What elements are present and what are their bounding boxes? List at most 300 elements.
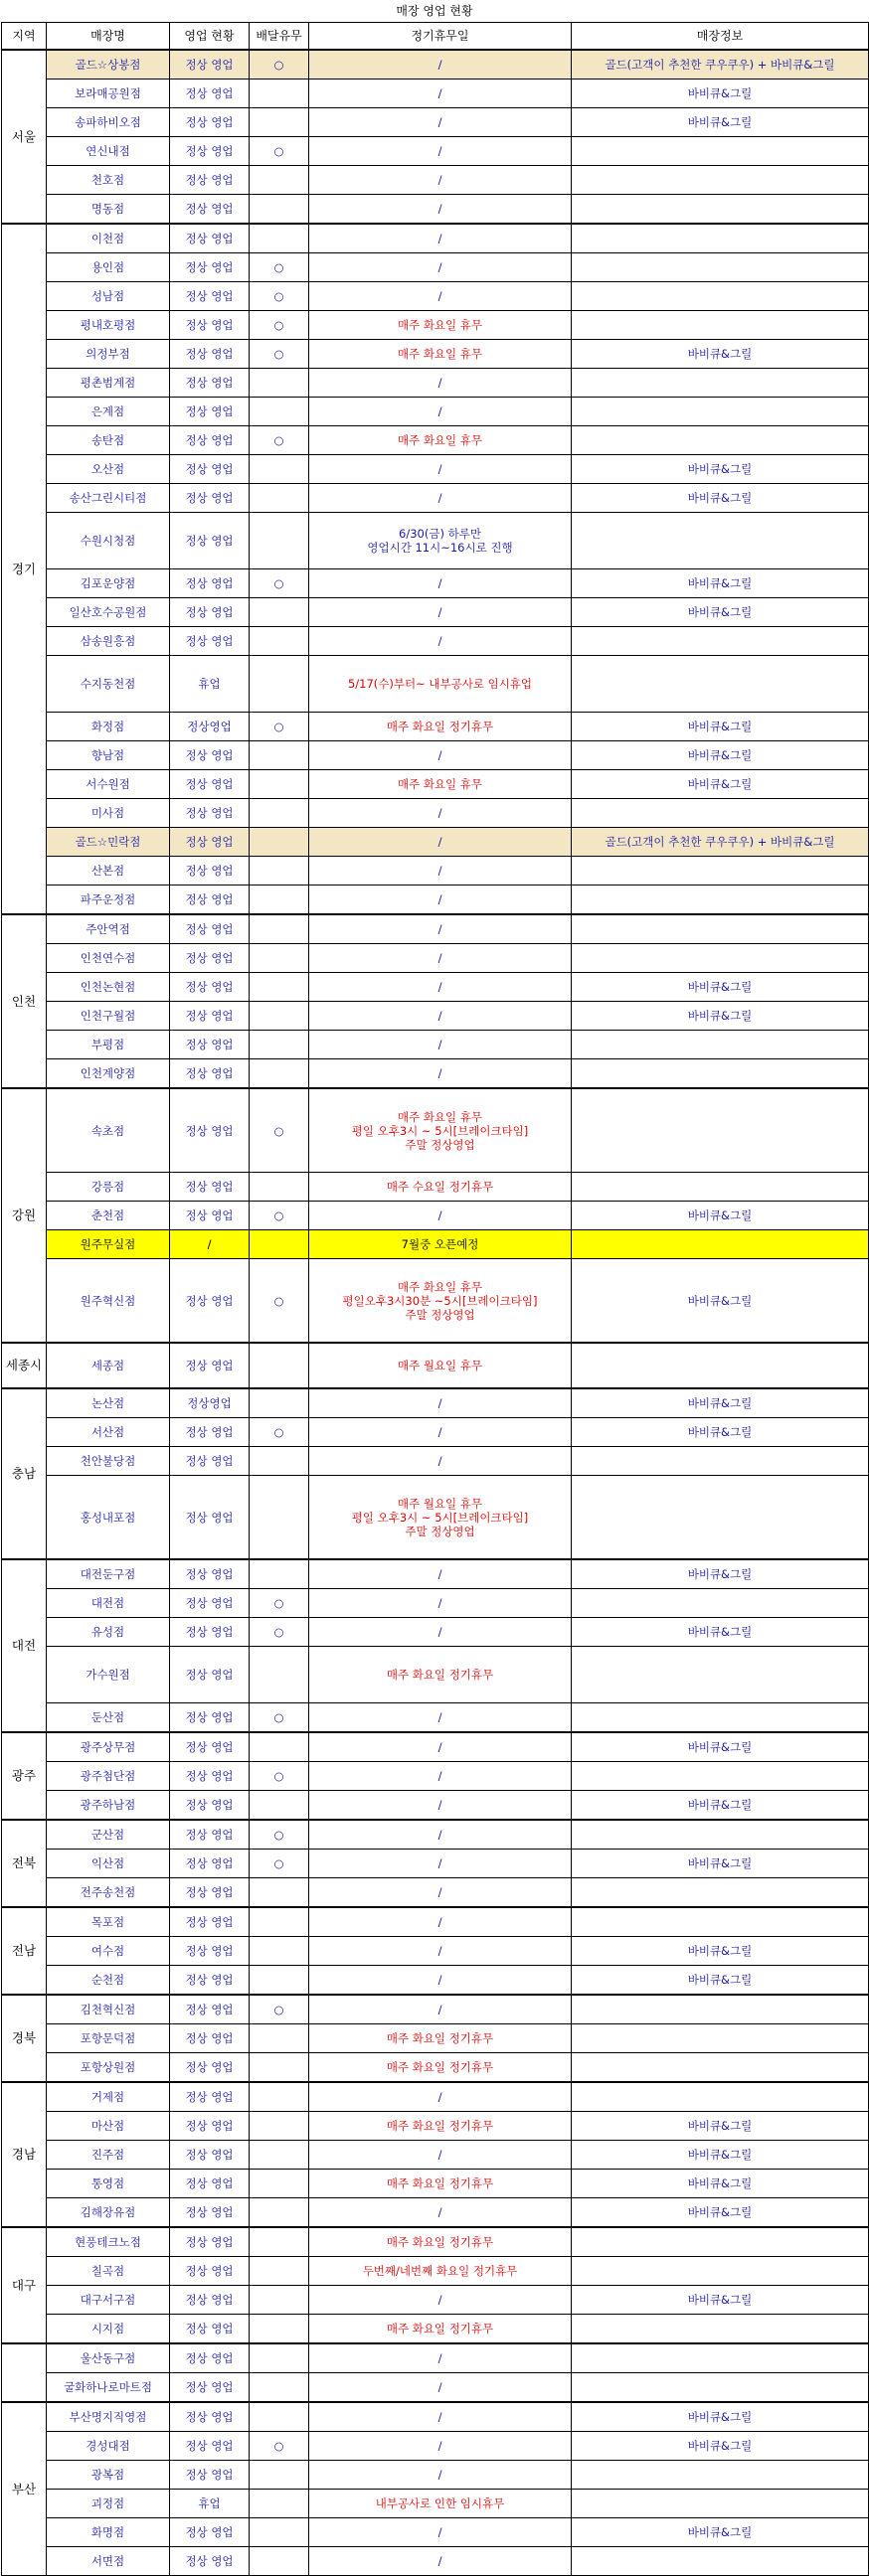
- store-name: 오산점: [47, 455, 170, 484]
- closing-day-line: /: [437, 1596, 442, 1610]
- store-name: 포항문덕점: [47, 2024, 170, 2053]
- closing-day: [309, 1259, 572, 1344]
- table-row: [2, 2490, 869, 2518]
- header-store-name: 매장명: [47, 23, 170, 51]
- table-row: [2, 973, 869, 1002]
- store-name: 원주무실점: [47, 1230, 170, 1259]
- delivery-mark: [250, 1343, 309, 1388]
- closing-day: [309, 1447, 572, 1476]
- closing-day-line: /: [437, 835, 442, 849]
- store-name: 평내호평점: [47, 311, 170, 340]
- region-cell: 경기: [2, 224, 47, 914]
- closing-day-line: /: [437, 1856, 442, 1870]
- closing-day-line: 6/30(금) 하루만: [399, 527, 481, 541]
- closing-day: [309, 2227, 572, 2257]
- closing-day: [309, 1618, 572, 1647]
- delivery-mark: [250, 1559, 309, 1589]
- delivery-mark: [250, 2141, 309, 2170]
- table-row: [2, 857, 869, 886]
- table-row: [2, 1259, 869, 1344]
- header-status: 영업 현황: [170, 23, 250, 51]
- region-cell: 부산: [2, 2402, 47, 2576]
- delivery-mark: [250, 80, 309, 108]
- table-row: [2, 398, 869, 426]
- delivery-mark: [250, 224, 309, 253]
- closing-day-line: 매주 월요일 휴무: [397, 1496, 483, 1511]
- store-name: 괴정점: [47, 2490, 170, 2518]
- closing-day: [309, 713, 572, 741]
- store-name: 산본점: [47, 857, 170, 886]
- delivery-mark: ○: [250, 282, 309, 311]
- store-info: [572, 1230, 869, 1259]
- closing-day: [309, 1559, 572, 1589]
- closing-day-line: /: [437, 1567, 442, 1581]
- header-region: 지역: [2, 23, 47, 51]
- table-row: [2, 455, 869, 484]
- table-row: [2, 1002, 869, 1031]
- delivery-mark: [250, 1791, 309, 1821]
- closing-day: [309, 2112, 572, 2141]
- closing-day-line: /: [437, 1425, 442, 1439]
- closing-day: [309, 1878, 572, 1908]
- closing-day-line: /: [437, 1769, 442, 1783]
- store-info: [572, 1589, 869, 1618]
- closing-day: [309, 369, 572, 398]
- closing-day-line: /: [437, 1798, 442, 1812]
- store-info: 바비큐&그릴: [572, 2141, 869, 2170]
- store-name: 세종점: [47, 1343, 170, 1388]
- store-status: 정상 영업: [170, 2257, 250, 2286]
- closing-day: [309, 1202, 572, 1230]
- table-row: [2, 627, 869, 656]
- store-info: 바비큐&그릴: [572, 2198, 869, 2228]
- store-name: 진주점: [47, 2141, 170, 2170]
- store-info: [572, 369, 869, 398]
- store-info: [572, 1907, 869, 1937]
- store-name: 송파하비오점: [47, 108, 170, 137]
- region-cell: 충남: [2, 1388, 47, 1559]
- delivery-mark: [250, 1173, 309, 1202]
- closing-day-line: /: [437, 1396, 442, 1410]
- store-info: [572, 253, 869, 282]
- header-closing-day: 정기휴무일: [309, 23, 572, 51]
- region-cell: 강원: [2, 1088, 47, 1343]
- closing-day-line: 매주 화요일 휴무: [397, 1109, 483, 1124]
- table-row: [2, 1476, 869, 1560]
- closing-day: [309, 2082, 572, 2112]
- delivery-mark: ○: [250, 253, 309, 282]
- delivery-mark: [250, 914, 309, 944]
- store-status: 정상 영업: [170, 513, 250, 569]
- closing-day-line: /: [437, 864, 442, 878]
- closing-day-line: /: [437, 1973, 442, 1987]
- delivery-mark: [250, 627, 309, 656]
- store-name: 군산점: [47, 1820, 170, 1850]
- closing-day-line: 평일오후3시30분 ~5시[브레이크타임]: [342, 1293, 538, 1308]
- store-info: 바비큐&그릴: [572, 2286, 869, 2315]
- closing-day: [309, 2373, 572, 2403]
- store-status: 정상 영업: [170, 2227, 250, 2257]
- closing-day: [309, 1647, 572, 1703]
- store-name: 미사점: [47, 799, 170, 828]
- closing-day: [309, 137, 572, 166]
- store-info: 바비큐&그릴: [572, 713, 869, 741]
- store-info: [572, 799, 869, 828]
- store-info: [572, 1059, 869, 1089]
- delivery-mark: ○: [250, 569, 309, 598]
- store-status: 정상 영업: [170, 2286, 250, 2315]
- delivery-mark: [250, 2518, 309, 2547]
- store-info: [572, 656, 869, 713]
- closing-day-line: /: [437, 1009, 442, 1023]
- store-name: 은계점: [47, 398, 170, 426]
- store-info: 바비큐&그릴: [572, 340, 869, 369]
- closing-day-line: 매주 화요일 정기휴무: [386, 2119, 494, 2133]
- store-status: 정상 영업: [170, 598, 250, 627]
- store-name: 경성대점: [47, 2432, 170, 2461]
- store-info: 바비큐&그릴: [572, 2402, 869, 2432]
- header-delivery: 배달유무: [250, 23, 309, 51]
- store-name: 속초점: [47, 1088, 170, 1173]
- closing-day-line: /: [437, 2525, 442, 2539]
- table-row: [2, 2432, 869, 2461]
- store-info: 골드(고객이 추천한 쿠우쿠우) + 바비큐&그릴: [572, 828, 869, 857]
- delivery-mark: [250, 2170, 309, 2198]
- store-name: 마산점: [47, 2112, 170, 2141]
- closing-day-line: 주말 정상영업: [405, 1524, 475, 1538]
- delivery-mark: [250, 398, 309, 426]
- closing-day-line: /: [437, 892, 442, 906]
- delivery-mark: ○: [250, 1995, 309, 2024]
- store-name: 명동점: [47, 195, 170, 225]
- store-status: 정상 영업: [170, 2518, 250, 2547]
- delivery-mark: [250, 1907, 309, 1937]
- store-name: 광복점: [47, 2461, 170, 2490]
- delivery-mark: [250, 598, 309, 627]
- store-status: 정상 영업: [170, 944, 250, 973]
- closing-day: [309, 50, 572, 80]
- store-name: 화명점: [47, 2518, 170, 2547]
- delivery-mark: [250, 2490, 309, 2518]
- delivery-mark: ○: [250, 311, 309, 340]
- delivery-mark: [250, 1647, 309, 1703]
- delivery-mark: [250, 1732, 309, 1762]
- table-row: [2, 1732, 869, 1762]
- store-info: [572, 311, 869, 340]
- store-info: 바비큐&그릴: [572, 741, 869, 770]
- delivery-mark: [250, 2024, 309, 2053]
- table-row: [2, 1907, 869, 1937]
- table-row: [2, 513, 869, 569]
- store-status: 정상 영업: [170, 1259, 250, 1344]
- store-name: 광주첨단점: [47, 1762, 170, 1791]
- region-cell: 인천: [2, 914, 47, 1088]
- table-row: [2, 50, 869, 80]
- closing-day: [309, 1230, 572, 1259]
- store-info: 바비큐&그릴: [572, 1559, 869, 1589]
- table-row: [2, 369, 869, 398]
- closing-day-line: /: [437, 1625, 442, 1639]
- closing-day-line: /: [437, 144, 442, 158]
- closing-day: [309, 1966, 572, 1996]
- store-name: 송탄점: [47, 426, 170, 455]
- region-cell: 서울: [2, 50, 47, 224]
- store-info: [572, 1031, 869, 1059]
- store-info: 바비큐&그릴: [572, 1618, 869, 1647]
- closing-day: [309, 426, 572, 455]
- store-status: 정상 영업: [170, 857, 250, 886]
- store-status: 정상 영업: [170, 2082, 250, 2112]
- table-row: [2, 713, 869, 741]
- table-row: [2, 2024, 869, 2053]
- table-row: [2, 1966, 869, 1996]
- store-info: 바비큐&그릴: [572, 2112, 869, 2141]
- store-name: 성남점: [47, 282, 170, 311]
- table-row: [2, 1343, 869, 1388]
- closing-day-line: /: [437, 1944, 442, 1958]
- store-name: 칠곡점: [47, 2257, 170, 2286]
- delivery-mark: [250, 2373, 309, 2403]
- table-row: [2, 1937, 869, 1966]
- store-status: 정상 영업: [170, 50, 250, 80]
- store-info: [572, 1762, 869, 1791]
- delivery-mark: ○: [250, 713, 309, 741]
- closing-day-line: /: [437, 980, 442, 994]
- closing-day-line: 7월중 오픈예정: [401, 1237, 479, 1251]
- delivery-mark: ○: [250, 1618, 309, 1647]
- delivery-mark: [250, 2402, 309, 2432]
- closing-day: [309, 2518, 572, 2547]
- store-name: 울산동구점: [47, 2343, 170, 2373]
- store-info: [572, 1173, 869, 1202]
- store-info: [572, 1703, 869, 1733]
- delivery-mark: [250, 1002, 309, 1031]
- closing-day-line: /: [437, 1208, 442, 1222]
- delivery-mark: ○: [250, 137, 309, 166]
- closing-day-line: /: [437, 2554, 442, 2568]
- closing-day: [309, 857, 572, 886]
- store-info: [572, 1343, 869, 1388]
- closing-day-line: /: [437, 202, 442, 216]
- closing-day: [309, 2432, 572, 2461]
- store-status: 정상 영업: [170, 253, 250, 282]
- delivery-mark: [250, 2461, 309, 2490]
- closing-day: [309, 1002, 572, 1031]
- closing-day: [309, 2170, 572, 2198]
- closing-day-line: 매주 화요일 정기휴무: [386, 2235, 494, 2249]
- store-name: 원주혁신점: [47, 1259, 170, 1344]
- store-info: [572, 2024, 869, 2053]
- store-name: 인천연수점: [47, 944, 170, 973]
- delivery-mark: [250, 513, 309, 569]
- delivery-mark: [250, 1230, 309, 1259]
- table-row: [2, 2141, 869, 2170]
- closing-day-line: 평일 오후3시 ~ 5시[브레이크타임]: [351, 1123, 529, 1138]
- closing-day: [309, 1476, 572, 1560]
- store-status: 정상 영업: [170, 2170, 250, 2198]
- table-row: [2, 2227, 869, 2257]
- delivery-mark: [250, 2227, 309, 2257]
- delivery-mark: [250, 741, 309, 770]
- store-name: 천안불당점: [47, 1447, 170, 1476]
- store-status: 정상 영업: [170, 1343, 250, 1388]
- store-status: 정상 영업: [170, 973, 250, 1002]
- store-info: [572, 944, 869, 973]
- closing-day: [309, 627, 572, 656]
- delivery-mark: [250, 2257, 309, 2286]
- store-name: 골드☆민락점: [47, 828, 170, 857]
- closing-day: [309, 1791, 572, 1821]
- delivery-mark: ○: [250, 1202, 309, 1230]
- store-status: 정상 영업: [170, 2547, 250, 2576]
- store-info: 바비큐&그릴: [572, 1937, 869, 1966]
- delivery-mark: ○: [250, 426, 309, 455]
- closing-day: [309, 2198, 572, 2228]
- closing-day-line: /: [437, 491, 442, 505]
- table-row: [2, 2257, 869, 2286]
- table-row: [2, 1995, 869, 2024]
- delivery-mark: ○: [250, 340, 309, 369]
- store-info: 바비큐&그릴: [572, 1002, 869, 1031]
- store-status: 정상 영업: [170, 2112, 250, 2141]
- store-info: 바비큐&그릴: [572, 2518, 869, 2547]
- table-row: [2, 2112, 869, 2141]
- store-name: 보라매공원점: [47, 80, 170, 108]
- store-name: 여수점: [47, 1937, 170, 1966]
- delivery-mark: [250, 455, 309, 484]
- store-status: 정상 영업: [170, 2141, 250, 2170]
- region-cell: 세종시: [2, 1343, 47, 1388]
- store-name: 이천점: [47, 224, 170, 253]
- closing-day-line: 매주 화요일 휴무: [397, 433, 483, 447]
- store-status: 정상 영업: [170, 1418, 250, 1447]
- store-status: 정상 영업: [170, 1732, 250, 1762]
- store-info: 바비큐&그릴: [572, 484, 869, 513]
- store-name: 대전둔구점: [47, 1559, 170, 1589]
- closing-day: [309, 455, 572, 484]
- closing-day: [309, 1343, 572, 1388]
- store-info: [572, 398, 869, 426]
- store-status: 정상 영업: [170, 484, 250, 513]
- store-name: 골드☆상봉점: [47, 50, 170, 80]
- store-status: 정상 영업: [170, 1447, 250, 1476]
- store-info: 바비큐&그릴: [572, 1850, 869, 1878]
- closing-day-line: /: [437, 260, 442, 274]
- table-row: [2, 253, 869, 282]
- table-row: [2, 2198, 869, 2228]
- closing-day-line: 매주 화요일 정기휴무: [386, 720, 494, 733]
- delivery-mark: [250, 1476, 309, 1560]
- table-row: [2, 340, 869, 369]
- store-name: 향남점: [47, 741, 170, 770]
- region-cell: 전남: [2, 1907, 47, 1995]
- closing-day: [309, 253, 572, 282]
- store-info: 바비큐&그릴: [572, 569, 869, 598]
- closing-day: [309, 340, 572, 369]
- region-cell: 대구: [2, 2227, 47, 2343]
- store-info: [572, 1088, 869, 1173]
- closing-day-line: /: [437, 462, 442, 476]
- delivery-mark: ○: [250, 1589, 309, 1618]
- store-status: 정상 영업: [170, 1791, 250, 1821]
- table-row: [2, 2373, 869, 2403]
- store-name: 평촌범계점: [47, 369, 170, 398]
- closing-day: [309, 224, 572, 253]
- store-info: [572, 224, 869, 253]
- delivery-mark: [250, 484, 309, 513]
- delivery-mark: [250, 656, 309, 713]
- closing-day: [309, 2402, 572, 2432]
- closing-day-line: /: [437, 2148, 442, 2162]
- store-name: 포항상원점: [47, 2053, 170, 2083]
- delivery-mark: ○: [250, 1259, 309, 1344]
- table-row: [2, 1031, 869, 1059]
- table-row: [2, 2518, 869, 2547]
- delivery-mark: [250, 2112, 309, 2141]
- closing-day-line: /: [437, 58, 442, 72]
- table-row: [2, 282, 869, 311]
- region-cell: 광주: [2, 1732, 47, 1820]
- closing-day: [309, 80, 572, 108]
- closing-day-line: /: [437, 605, 442, 619]
- store-status: 정상 영업: [170, 627, 250, 656]
- closing-day: [309, 1031, 572, 1059]
- table-row: [2, 2053, 869, 2083]
- table-row: [2, 1173, 869, 1202]
- store-name: 전주송천점: [47, 1878, 170, 1908]
- delivery-mark: ○: [250, 50, 309, 80]
- store-info: 바비큐&그릴: [572, 80, 869, 108]
- store-status: 정상 영업: [170, 1878, 250, 1908]
- store-info: [572, 195, 869, 225]
- table-row: [2, 741, 869, 770]
- store-info: [572, 2461, 869, 2490]
- store-name: 서산점: [47, 1418, 170, 1447]
- delivery-mark: [250, 2286, 309, 2315]
- store-info: 바비큐&그릴: [572, 1732, 869, 1762]
- closing-day: [309, 513, 572, 569]
- table-row: [2, 2286, 869, 2315]
- store-info: 바비큐&그릴: [572, 973, 869, 1002]
- store-name: 굴화하나로마트점: [47, 2373, 170, 2403]
- closing-day-line: 매주 화요일 정기휴무: [386, 2031, 494, 2045]
- closing-day: [309, 2315, 572, 2344]
- store-name: 연신내점: [47, 137, 170, 166]
- closing-day-line: 영업시간 11시~16시로 진행: [367, 541, 513, 555]
- store-name: 의정부점: [47, 340, 170, 369]
- closing-day: [309, 2461, 572, 2490]
- closing-day-line: /: [437, 2090, 442, 2104]
- closing-day: [309, 1762, 572, 1791]
- delivery-mark: ○: [250, 1418, 309, 1447]
- closing-day: [309, 799, 572, 828]
- closing-day-line: /: [437, 951, 442, 965]
- table-row: [2, 2082, 869, 2112]
- table-row: [2, 799, 869, 828]
- table-row: [2, 828, 869, 857]
- closing-day-line: /: [437, 404, 442, 418]
- store-info: 바비큐&그릴: [572, 1966, 869, 1996]
- store-status: /: [170, 1230, 250, 1259]
- store-name: 서수원점: [47, 770, 170, 799]
- store-info: [572, 1476, 869, 1560]
- table-row: [2, 2402, 869, 2432]
- sheet-title: 매장 영업 현황: [396, 4, 473, 18]
- store-status: 정상 영업: [170, 2315, 250, 2344]
- store-name: 목포점: [47, 1907, 170, 1937]
- store-status: 정상 영업: [170, 770, 250, 799]
- header-row: [2, 23, 869, 51]
